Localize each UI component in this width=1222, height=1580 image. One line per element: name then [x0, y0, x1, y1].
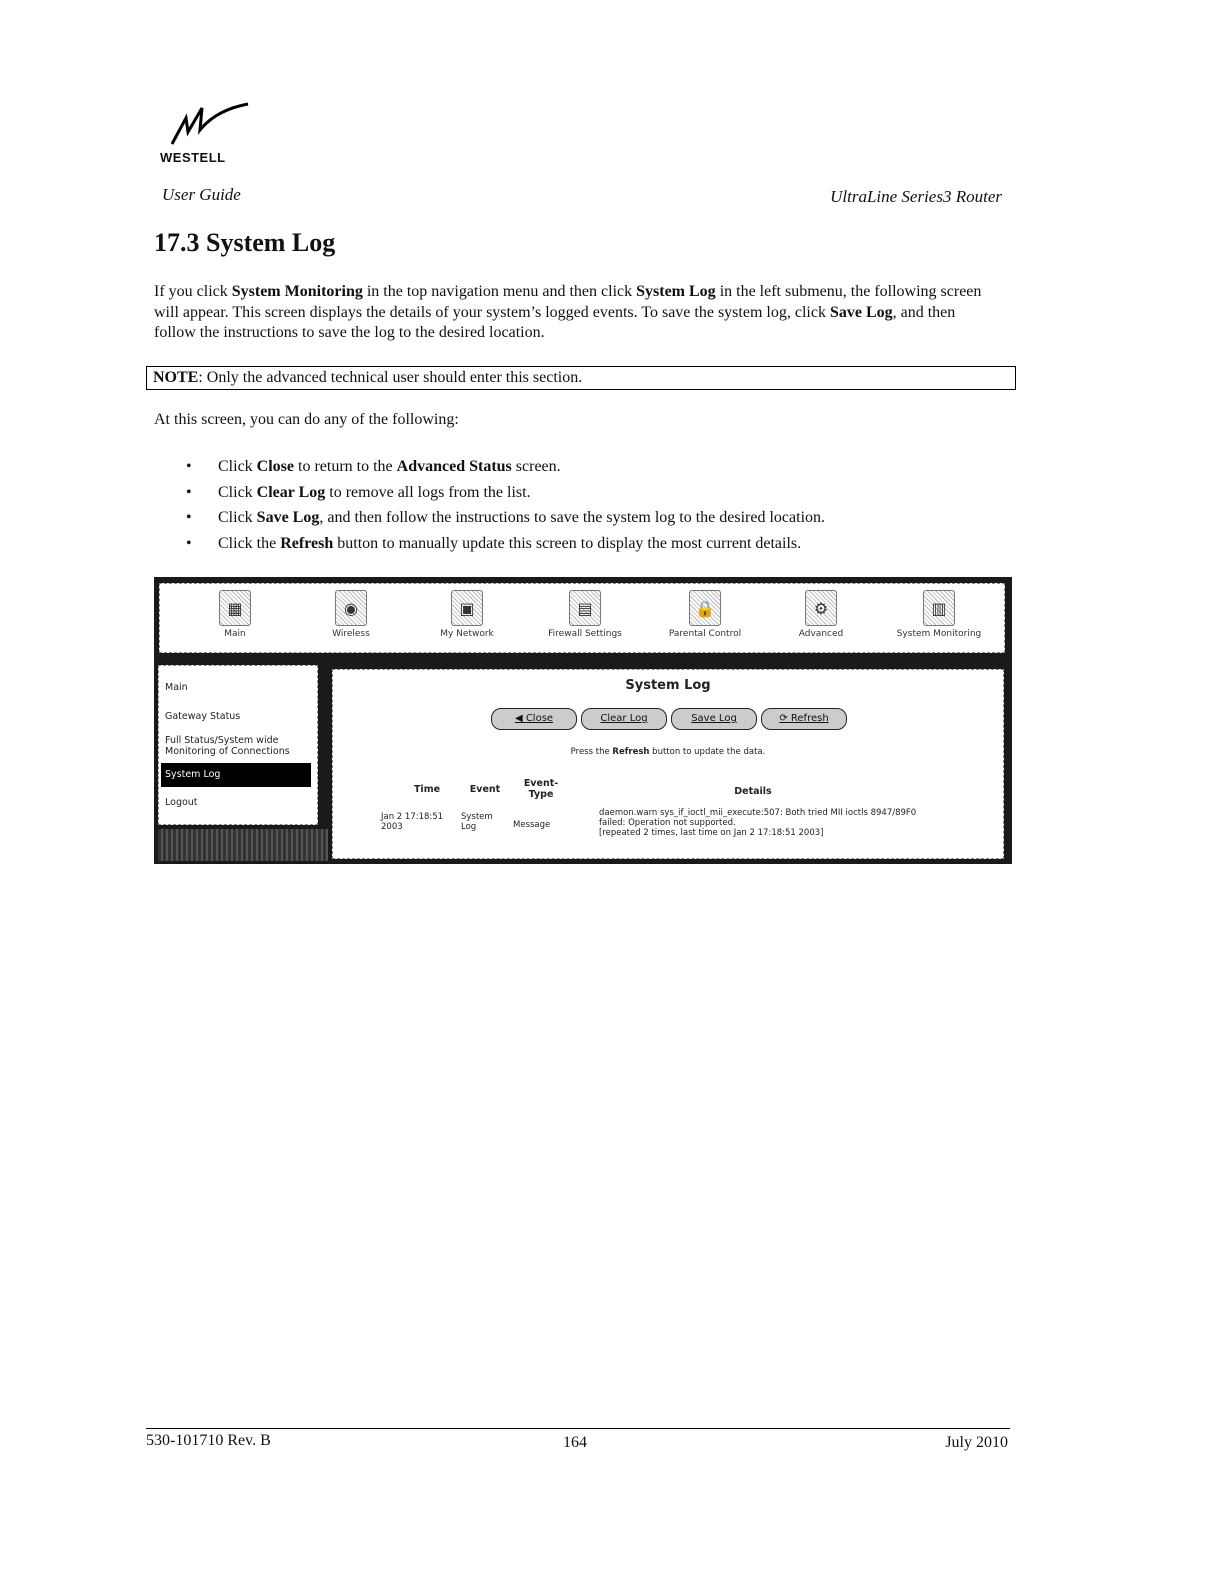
intro-bold: System Monitoring: [231, 283, 363, 300]
topnav-label: Parental Control: [668, 629, 742, 639]
footer-date: July 2010: [945, 1434, 1008, 1451]
footer-doc-number: 530-101710 Rev. B: [146, 1432, 271, 1449]
intro-paragraph: [154, 282, 994, 344]
hint-text: Press the: [570, 747, 613, 757]
left-submenu: [158, 665, 318, 825]
advanced-icon: ⚙: [805, 590, 837, 626]
leftnav-item-system-log[interactable]: System Log: [161, 763, 311, 787]
note-label: NOTE: [153, 369, 199, 386]
router-screenshot: [154, 577, 1012, 864]
my-network-icon: ▣: [451, 590, 483, 626]
parental-lock-icon: 🔒: [689, 590, 721, 626]
column-header-event: Event: [469, 784, 501, 795]
bullet-text: Click: [218, 458, 257, 475]
bullet-bold: Clear Log: [256, 483, 326, 501]
westell-logo: [160, 100, 270, 170]
close-button-label: Close: [525, 713, 554, 724]
leftnav-item-gateway-status[interactable]: Gateway Status: [165, 711, 241, 722]
intro-bold: Save Log: [829, 303, 893, 321]
footer-rule: [146, 1428, 1010, 1429]
action-list: [186, 456, 825, 558]
system-log-panel: [332, 669, 1004, 859]
leftnav-item-logout[interactable]: Logout: [165, 797, 198, 808]
top-navigation: [159, 583, 1005, 653]
intro-text: in the top navigation menu and then click: [362, 283, 637, 300]
main-icon: ▦: [219, 590, 251, 626]
clear-log-button[interactable]: Clear Log: [581, 708, 667, 730]
bullet-text: Click the: [218, 534, 281, 552]
note-box: [146, 366, 1016, 390]
section-title: 17.3 System Log: [154, 228, 336, 257]
topnav-label: Firewall Settings: [548, 629, 622, 639]
column-header-event-type: Event-Type: [523, 778, 559, 800]
wireless-icon: ◉: [335, 590, 367, 626]
topnav-label: Wireless: [332, 629, 370, 639]
topnav-label: Main: [224, 629, 246, 639]
close-button[interactable]: [491, 708, 577, 730]
save-log-button[interactable]: Save Log: [671, 708, 757, 730]
log-time: Jan 2 17:18:51 2003: [381, 812, 444, 832]
log-details-line: [repeated 2 times, last time on Jan 2 17:18:51 2003]: [599, 828, 824, 838]
close-icon: ◀: [514, 713, 526, 724]
action-list-item: [186, 482, 825, 508]
header-left: User Guide: [162, 185, 241, 204]
topnav-item-advanced[interactable]: [766, 590, 876, 639]
leftnav-item-main[interactable]: Main: [165, 682, 188, 693]
bullet-text: button to manually update this screen to display the most current details.: [333, 534, 802, 552]
lead-text: At this screen, you can do any of the following:: [154, 411, 459, 428]
column-header-time: Time: [413, 784, 441, 795]
topnav-item-my-network[interactable]: [412, 590, 522, 639]
topnav-label: Advanced: [798, 629, 844, 639]
refresh-hint: [333, 747, 1003, 757]
log-details-line: daemon.warn sys_if_ioctl_mii_execute:507: Both tried MII ioctls 8947/89F0: [599, 808, 917, 818]
intro-text: , and then follow the instructions to save the log to the desired location.: [154, 303, 956, 341]
bullet-text: to remove all logs from the list.: [325, 483, 531, 501]
note-text: : Only the advanced technical user should enter this section.: [198, 369, 583, 386]
intro-text: in the left submenu, the following screen will appear. This screen displays the details of your system’s logged events. To save the system log, click: [154, 283, 982, 321]
log-event-type: Message: [513, 820, 551, 830]
panel-title: System Log: [625, 678, 711, 693]
log-details-line: failed: Operation not supported.: [599, 818, 736, 828]
leftnav-item-full-status[interactable]: Full Status/System wide Monitoring of Connections: [165, 735, 290, 757]
bullet-bold: Save Log: [256, 509, 320, 526]
system-monitoring-icon: ▥: [923, 590, 955, 626]
hint-text: button to update the data.: [649, 747, 766, 757]
topnav-item-parental-control[interactable]: [650, 590, 760, 639]
refresh-button[interactable]: [761, 708, 847, 730]
topnav-label: My Network: [440, 629, 494, 639]
bullet-bold: Refresh: [280, 534, 334, 552]
refresh-icon: ⟳: [779, 713, 791, 724]
bullet-text: Click: [218, 509, 257, 526]
intro-text: If you click: [154, 283, 232, 300]
column-header-details: Details: [734, 786, 772, 797]
topnav-item-wireless[interactable]: [296, 590, 406, 639]
topnav-item-firewall-settings[interactable]: [530, 590, 640, 639]
brand-name: WESTELL: [160, 150, 226, 165]
header-right: UltraLine Series3 Router: [830, 187, 1002, 206]
topnav-label: System Monitoring: [896, 629, 982, 639]
hint-bold: Refresh: [612, 747, 650, 757]
footer-page-number: 164: [563, 1434, 587, 1451]
bullet-text: , and then follow the instructions to save the system log to the desired location.: [319, 509, 826, 526]
bullet-text: to return to the: [294, 458, 397, 475]
topnav-item-system-monitoring[interactable]: [884, 590, 994, 639]
firewall-icon: ▤: [569, 590, 601, 626]
bullet-bold: Advanced Status: [396, 458, 512, 475]
bullet-text: Click: [218, 483, 257, 501]
intro-bold: System Log: [636, 283, 716, 300]
refresh-button-label: Refresh: [790, 713, 829, 724]
log-event: System Log: [461, 812, 493, 832]
action-list-item: [186, 507, 825, 533]
left-footer-pattern: [158, 829, 328, 861]
topnav-item-main[interactable]: [180, 590, 290, 639]
bullet-bold: Close: [256, 458, 294, 475]
westell-logo-mark-icon: [170, 100, 250, 148]
bullet-text: screen.: [511, 458, 561, 475]
action-list-item: [186, 456, 825, 482]
action-list-item: [186, 533, 825, 559]
